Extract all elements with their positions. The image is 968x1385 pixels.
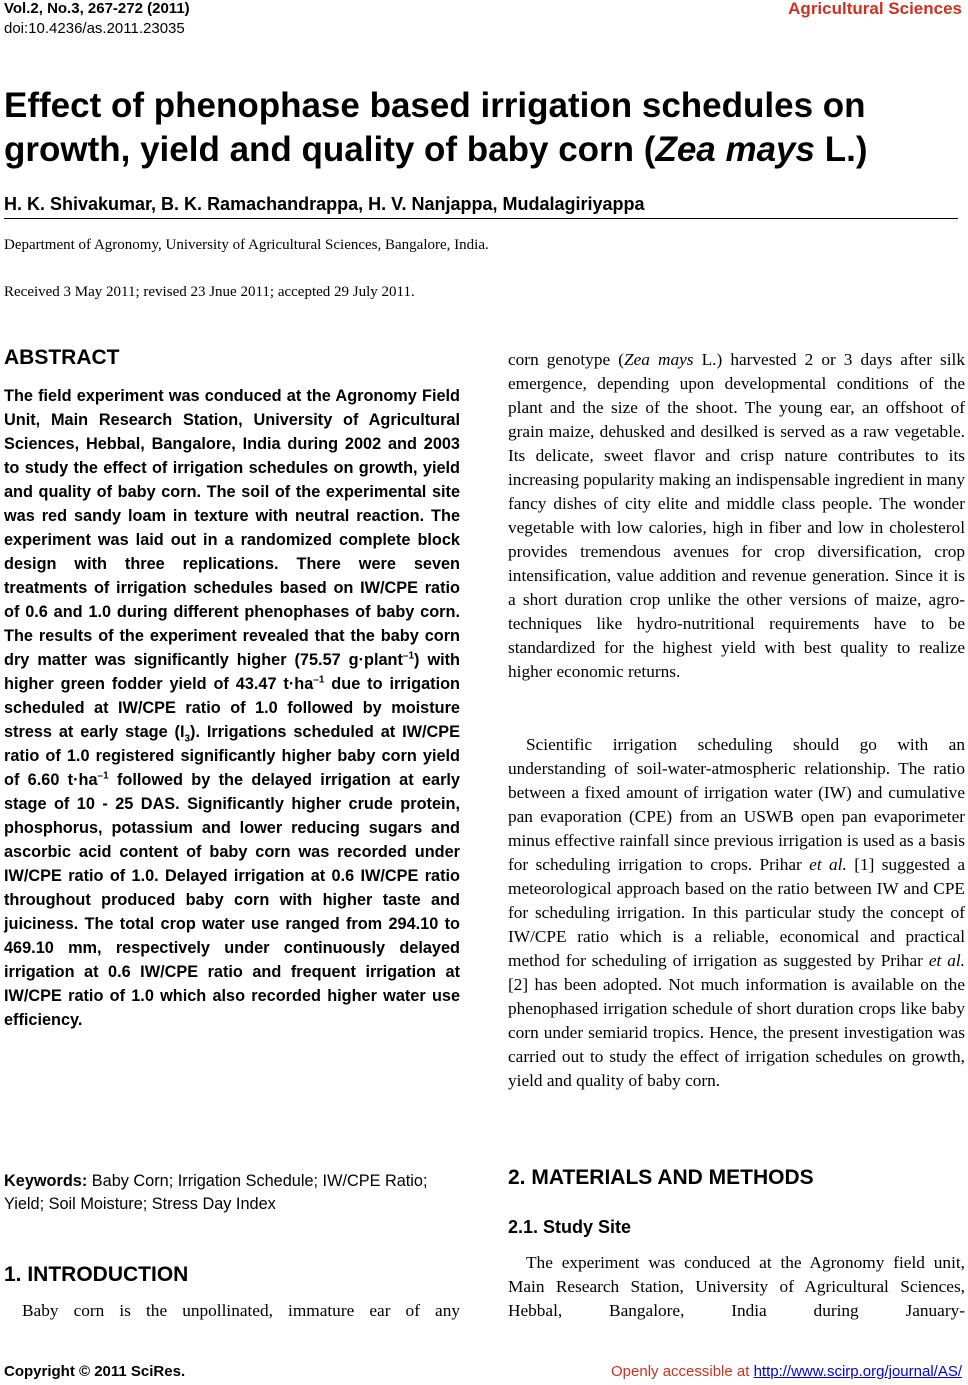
doi: doi:10.4236/as.2011.23035 bbox=[4, 20, 185, 37]
keywords bbox=[4, 1170, 444, 1216]
authors: H. K. Shivakumar, B. K. Ramachandrappa, H. V. Nanjappa, Mudalagiriyappa bbox=[4, 194, 645, 214]
study-site-heading: 2.1. Study Site bbox=[508, 1217, 632, 1237]
study-site-paragraph: The experiment was conduced at the Agronomy field unit, Main Research Station, University of Agricultural Sciences, Hebbal, Bangalore, India during January- bbox=[508, 1253, 965, 1320]
keywords-label: Keywords: bbox=[4, 1172, 88, 1190]
affiliation: Department of Agronomy, University of Agricultural Sciences, Bangalore, India. bbox=[4, 237, 489, 253]
body-paragraph-2: Scientific irrigation scheduling should go with an understanding of soil-water-atmospheric relationship. The ratio between a fixed amount of irrigation water (IW) and cumulative pan evaporation (CPE) from an USWB open pan evaporimeter minus effective rainfall since previous irrigation is used as a basis for scheduling irrigation to crops. Prihar et al. [1] suggested a meteorological approach based on the ratio between IW and CPE for scheduling irrigation. In this particular study the concept of IW/CPE ratio which is a reliable, economical and practical method for scheduling of irrigation as suggested by Prihar et al. [2] has been adopted. Not much information is available on the phenophased irrigation schedule of short duration crops like baby corn under semiarid tropics. Hence, the present investigation was carried out to study the effect of irrigation schedules on growth, yield and quality of baby corn. bbox=[508, 735, 965, 1090]
article-title: Effect of phenophase based irrigation schedules on growth, yield and quality of baby corn (Zea mays L.) bbox=[4, 86, 868, 169]
abstract-heading: ABSTRACT bbox=[4, 346, 120, 369]
journal-url-link[interactable]: http://www.scirp.org/journal/AS/ bbox=[753, 1363, 962, 1380]
keywords-list: Baby Corn; Irrigation Schedule; IW/CPE Ratio; Yield; Soil Moisture; Stress Day Index bbox=[4, 1172, 428, 1213]
title-divider bbox=[4, 218, 958, 219]
introduction-paragraph: Baby corn is the unpollinated, immature ear of any bbox=[22, 1301, 460, 1320]
copyright: Copyright © 2011 SciRes. bbox=[4, 1363, 186, 1380]
body-paragraph-1: corn genotype (Zea mays L.) harvested 2 or 3 days after silk emergence, depending upon developmental conditions of the plant and the size of the shoot. The young ear, an offshoot of grain maize, dehusked and desilked is served as a raw vegetable. Its delicate, sweet flavor and crisp nature contributes to its increasing popularity making an indispensable ingredient in many fancy dishes of city elite and middle class people. The wonder vegetable with low calories, high in fiber and low in cholesterol provides tremendous avenues for crop diversification, crop intensification, value addition and revenue generation. Since it is a short duration crop unlike the other versions of maize, agro-techniques like hydro-nutritional requirements have to be standardized for the highest yield with best quality to realize higher economic returns. bbox=[508, 350, 965, 681]
received-dates: Received 3 May 2011; revised 23 Jnue 2011; accepted 29 July 2011. bbox=[4, 284, 415, 300]
open-access-note bbox=[611, 1362, 962, 1382]
materials-methods-heading: 2. MATERIALS AND METHODS bbox=[508, 1166, 814, 1189]
introduction-heading: 1. INTRODUCTION bbox=[4, 1263, 189, 1286]
abstract-text: The field experiment was conduced at the Agronomy Field Unit, Main Research Station, University of Agricultural Sciences, Hebbal, Bangalore, India during 2002 and 2003 to study the effect of irrigation schedules on growth, yield and quality of baby corn. The soil of the experimental site was red sandy loam in texture with neutral reaction. The experiment was laid out in a randomized complete block design with three replications. There were seven treatments of irrigation schedules based on IW/CPE ratio of 0.6 and 1.0 during different phenophases of baby corn. The results of the experiment revealed that the baby corn dry matter was significantly higher (75.57 g·plant$^{-1}$) with higher green fodder yield of 43.47 $t\cdot ha^{-1}$ due to irrigation scheduled at IW/CPE ratio of 1.0 followed by moisture stress at early stage $(I_3)$. Irrigations scheduled at IW/CPE ratio of 1.0 registered significantly higher baby corn yield of 6.60 $t\cdot ha^{-1}$ followed by the delayed irrigation at early stage of 10 - 25 DAS. Significantly higher crude protein, phosphorus, potassium and lower reducing sugars and ascorbic acid content of baby corn was recorded under IW/CPE ratio of 1.0. Delayed irrigation at 0.6 IW/CPE ratio throughout produced baby corn with higher taste and juiciness. The total crop water use ranged from 294.10 to 469.10 mm, respectively under continuously delayed irrigation at 0.6 IW/CPE ratio and frequent irrigation at IW/CPE ratio of 1.0 which also recorded higher water use efficiency. bbox=[4, 387, 461, 1029]
journal-name: Agricultural Sciences bbox=[788, 0, 962, 18]
open-access-label: Openly accessible at bbox=[611, 1363, 754, 1380]
journal-volume: Vol.2, No.3, 267-272 (2011) bbox=[4, 0, 190, 17]
